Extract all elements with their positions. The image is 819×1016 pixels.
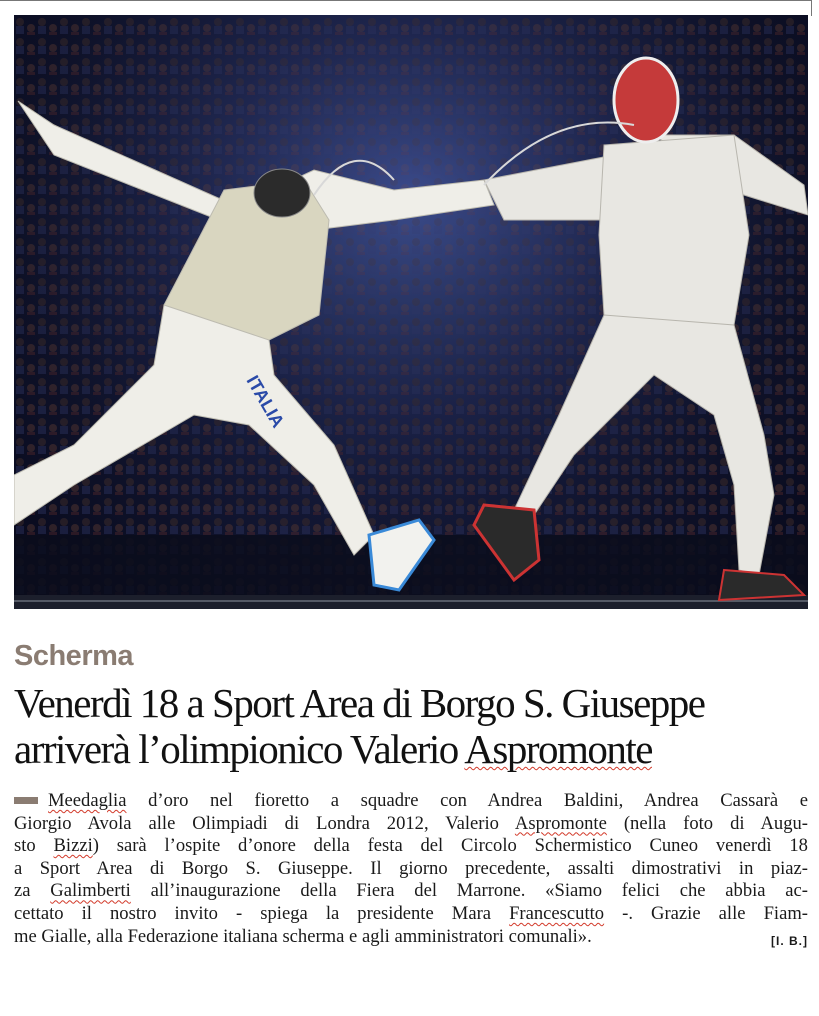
body-text-1: d’oro nel fioretto a squadre con Andrea Baldini, Andrea Cassarà e <box>126 790 808 811</box>
body-word-meedaglia: Meedaglia <box>48 790 127 811</box>
body-line-7 <box>14 926 808 949</box>
body-line-3 <box>14 835 808 858</box>
body-text-3a: sto <box>14 835 54 857</box>
body-line-1 <box>14 790 808 813</box>
headline-line-2 <box>14 726 814 772</box>
body-line-5 <box>14 880 808 903</box>
author-signature: [I. B.] <box>771 933 808 948</box>
body-line-4: a Sport Area di Borgo S. Giuseppe. Il giorno precedente, assalti dimostrativi in piaz- <box>14 857 808 879</box>
article-kicker: Scherma <box>14 640 134 672</box>
body-word-galimberti: Galimberti <box>50 880 131 902</box>
body-text-6c: -. Grazie alle Fiam- <box>604 902 808 924</box>
article-body <box>14 790 808 952</box>
italia-jacket-text: ITALIA <box>242 372 289 432</box>
body-text-2a: Giorgio Avola alle Olimpiadi di Londra 2012, Valerio <box>14 812 515 834</box>
headline-surname: Aspromonte <box>464 726 652 772</box>
body-word-bizzi: Bizzi <box>53 835 93 857</box>
body-line-2 <box>14 813 808 836</box>
body-text-5c: all’inaugurazione della Fiera del Marrone. «Siamo felici che abbia ac- <box>130 880 808 902</box>
side-rule <box>811 0 812 16</box>
body-text-5a: za <box>14 880 51 902</box>
headline-line-1: Venerdì 18 a Sport Area di Borgo S. Giuseppe <box>14 680 705 726</box>
paragraph-bullet <box>14 797 38 804</box>
body-line-6 <box>14 903 808 926</box>
fencing-illustration <box>14 15 808 609</box>
body-text-6a: cettato il nostro invito - spiega la presidente Mara <box>14 902 510 924</box>
body-word-francescutto: Francescutto <box>509 902 605 924</box>
body-text-7: me Gialle, alla Federazione italiana scherma e agli amministratori comunali». <box>14 925 592 947</box>
top-rule <box>0 0 812 1</box>
fencing-photo <box>14 15 808 609</box>
body-word-aspromonte: Aspromonte <box>514 812 607 834</box>
body-text-3c: ) sarà l’ospite d’onore della festa del Circolo Schermistico Cuneo venerdì 18 <box>92 835 808 857</box>
body-text-2c: (nella foto di Augu- <box>606 812 808 834</box>
headline-line-2-text: arriverà l’olimpionico Valerio <box>14 726 465 772</box>
article-headline <box>14 680 814 772</box>
